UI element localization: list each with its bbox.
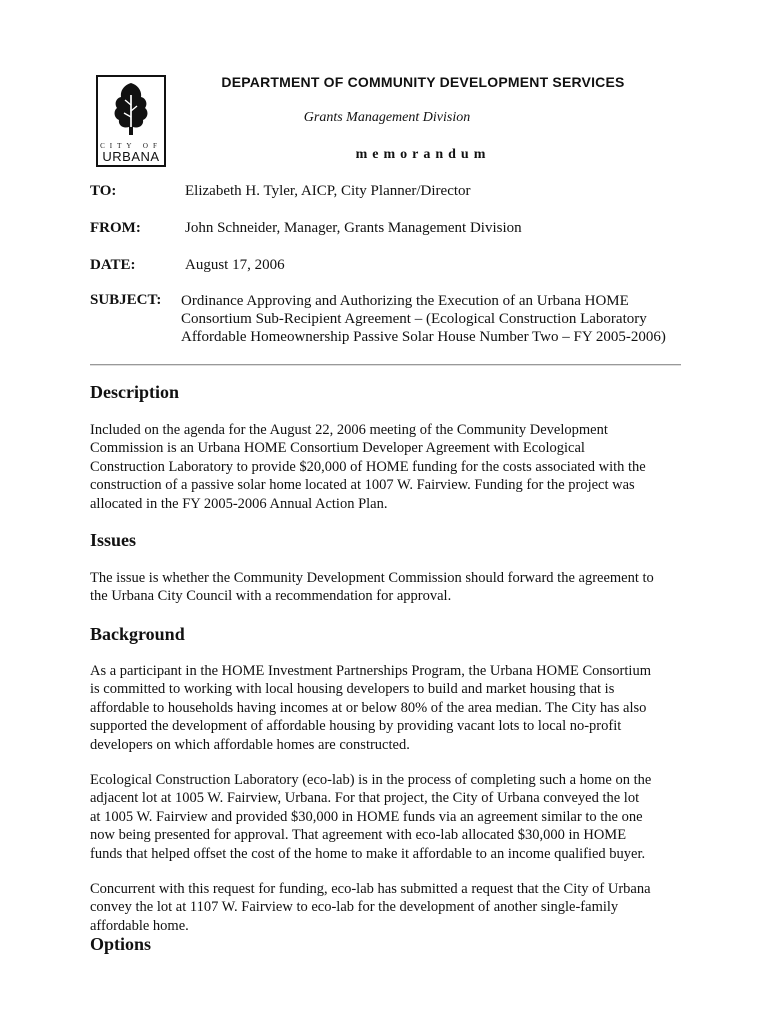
paragraph-line: Construction Laboratory to provide $20,000 of HOME funding for the costs associated with the bbox=[90, 458, 646, 475]
paragraph-line: Included on the agenda for the August 22, 2006 meeting of the Community Development bbox=[90, 422, 608, 438]
from-value: John Schneider, Manager, Grants Management Division bbox=[185, 220, 522, 236]
options-heading: Options bbox=[90, 934, 152, 954]
issues-paragraph bbox=[90, 569, 682, 606]
description-heading: Description bbox=[90, 382, 179, 402]
to-value: Elizabeth H. Tyler, AICP, City Planner/Director bbox=[185, 183, 471, 199]
paragraph-line: is committed to working with local housing developers to build and market housing that is bbox=[90, 681, 615, 698]
logo-urbana-text: URBANA bbox=[102, 149, 160, 164]
subject-line: Consortium Sub-Recipient Agreement – (Ecological Construction Laboratory bbox=[181, 311, 647, 327]
subject-label: SUBJECT: bbox=[90, 292, 162, 308]
header-divider bbox=[90, 364, 681, 366]
memo-title: memorandum bbox=[355, 147, 491, 162]
division-name: Grants Management Division bbox=[303, 110, 471, 125]
to-label: TO: bbox=[90, 183, 117, 199]
date-value: August 17, 2006 bbox=[185, 257, 285, 273]
paragraph-line: convey the lot at 1107 W. Fairview to eco-lab for the development of another single-family bbox=[90, 899, 619, 916]
paragraph-line: at 1005 W. Fairview and provided $30,000 in HOME funds via an agreement similar to the one bbox=[90, 808, 643, 825]
oak-tree-icon bbox=[98, 77, 164, 141]
paragraph-line: adjacent lot at 1005 W. Fairview, Urbana. For that project, the City of Urbana conveyed the lot bbox=[90, 790, 640, 807]
paragraph-line: supported the development of affordable housing by providing vacant lots to local no-profit bbox=[90, 718, 622, 735]
paragraph-line: The issue is whether the Community Development Commission should forward the agreement to bbox=[90, 570, 654, 586]
issues-heading: Issues bbox=[90, 530, 137, 550]
subject-line: Ordinance Approving and Authorizing the Execution of an Urbana HOME bbox=[181, 293, 629, 309]
logo-city-text: CITY OF bbox=[100, 142, 162, 150]
from-label: FROM: bbox=[90, 220, 141, 236]
paragraph-line: affordable to households having incomes at or below 80% of the area median. The City has also bbox=[90, 699, 647, 716]
paragraph-line: allocated in the FY 2005-2006 Annual Action Plan. bbox=[90, 495, 388, 512]
background-paragraph-2 bbox=[90, 771, 682, 863]
department-title: DEPARTMENT OF COMMUNITY DEVELOPMENT SERVICES bbox=[221, 74, 625, 90]
paragraph-line: developers on which affordable homes are constructed. bbox=[90, 736, 410, 753]
background-heading: Background bbox=[90, 624, 185, 644]
background-paragraph-3 bbox=[90, 880, 682, 935]
paragraph-line: now being presented for approval. That agreement with eco-lab allocated $30,000 in HOME bbox=[90, 827, 627, 844]
paragraph-line: affordable home. bbox=[90, 917, 189, 934]
paragraph-line: Concurrent with this request for funding, eco-lab has submitted a request that the City of Urbana bbox=[90, 881, 651, 897]
city-of-urbana-logo bbox=[96, 75, 166, 167]
paragraph-line: funds that helped offset the cost of the home to make it affordable to an income qualified buyer. bbox=[90, 845, 646, 862]
subject-value bbox=[181, 292, 666, 346]
subject-line: Affordable Homeownership Passive Solar House Number Two – FY 2005-2006) bbox=[181, 329, 666, 345]
paragraph-line: the Urbana City Council with a recommendation for approval. bbox=[90, 588, 452, 605]
date-label: DATE: bbox=[90, 257, 136, 273]
description-paragraph bbox=[90, 421, 682, 513]
background-paragraph-1 bbox=[90, 662, 682, 754]
paragraph-line: As a participant in the HOME Investment Partnerships Program, the Urbana HOME Consortium bbox=[90, 663, 651, 679]
paragraph-line: construction of a passive solar home located at 1007 W. Fairview. Funding for the project was bbox=[90, 477, 635, 494]
paragraph-line: Commission is an Urbana HOME Consortium Developer Agreement with Ecological bbox=[90, 440, 585, 457]
paragraph-line: Ecological Construction Laboratory (eco-lab) is in the process of completing such a home on the bbox=[90, 772, 652, 788]
